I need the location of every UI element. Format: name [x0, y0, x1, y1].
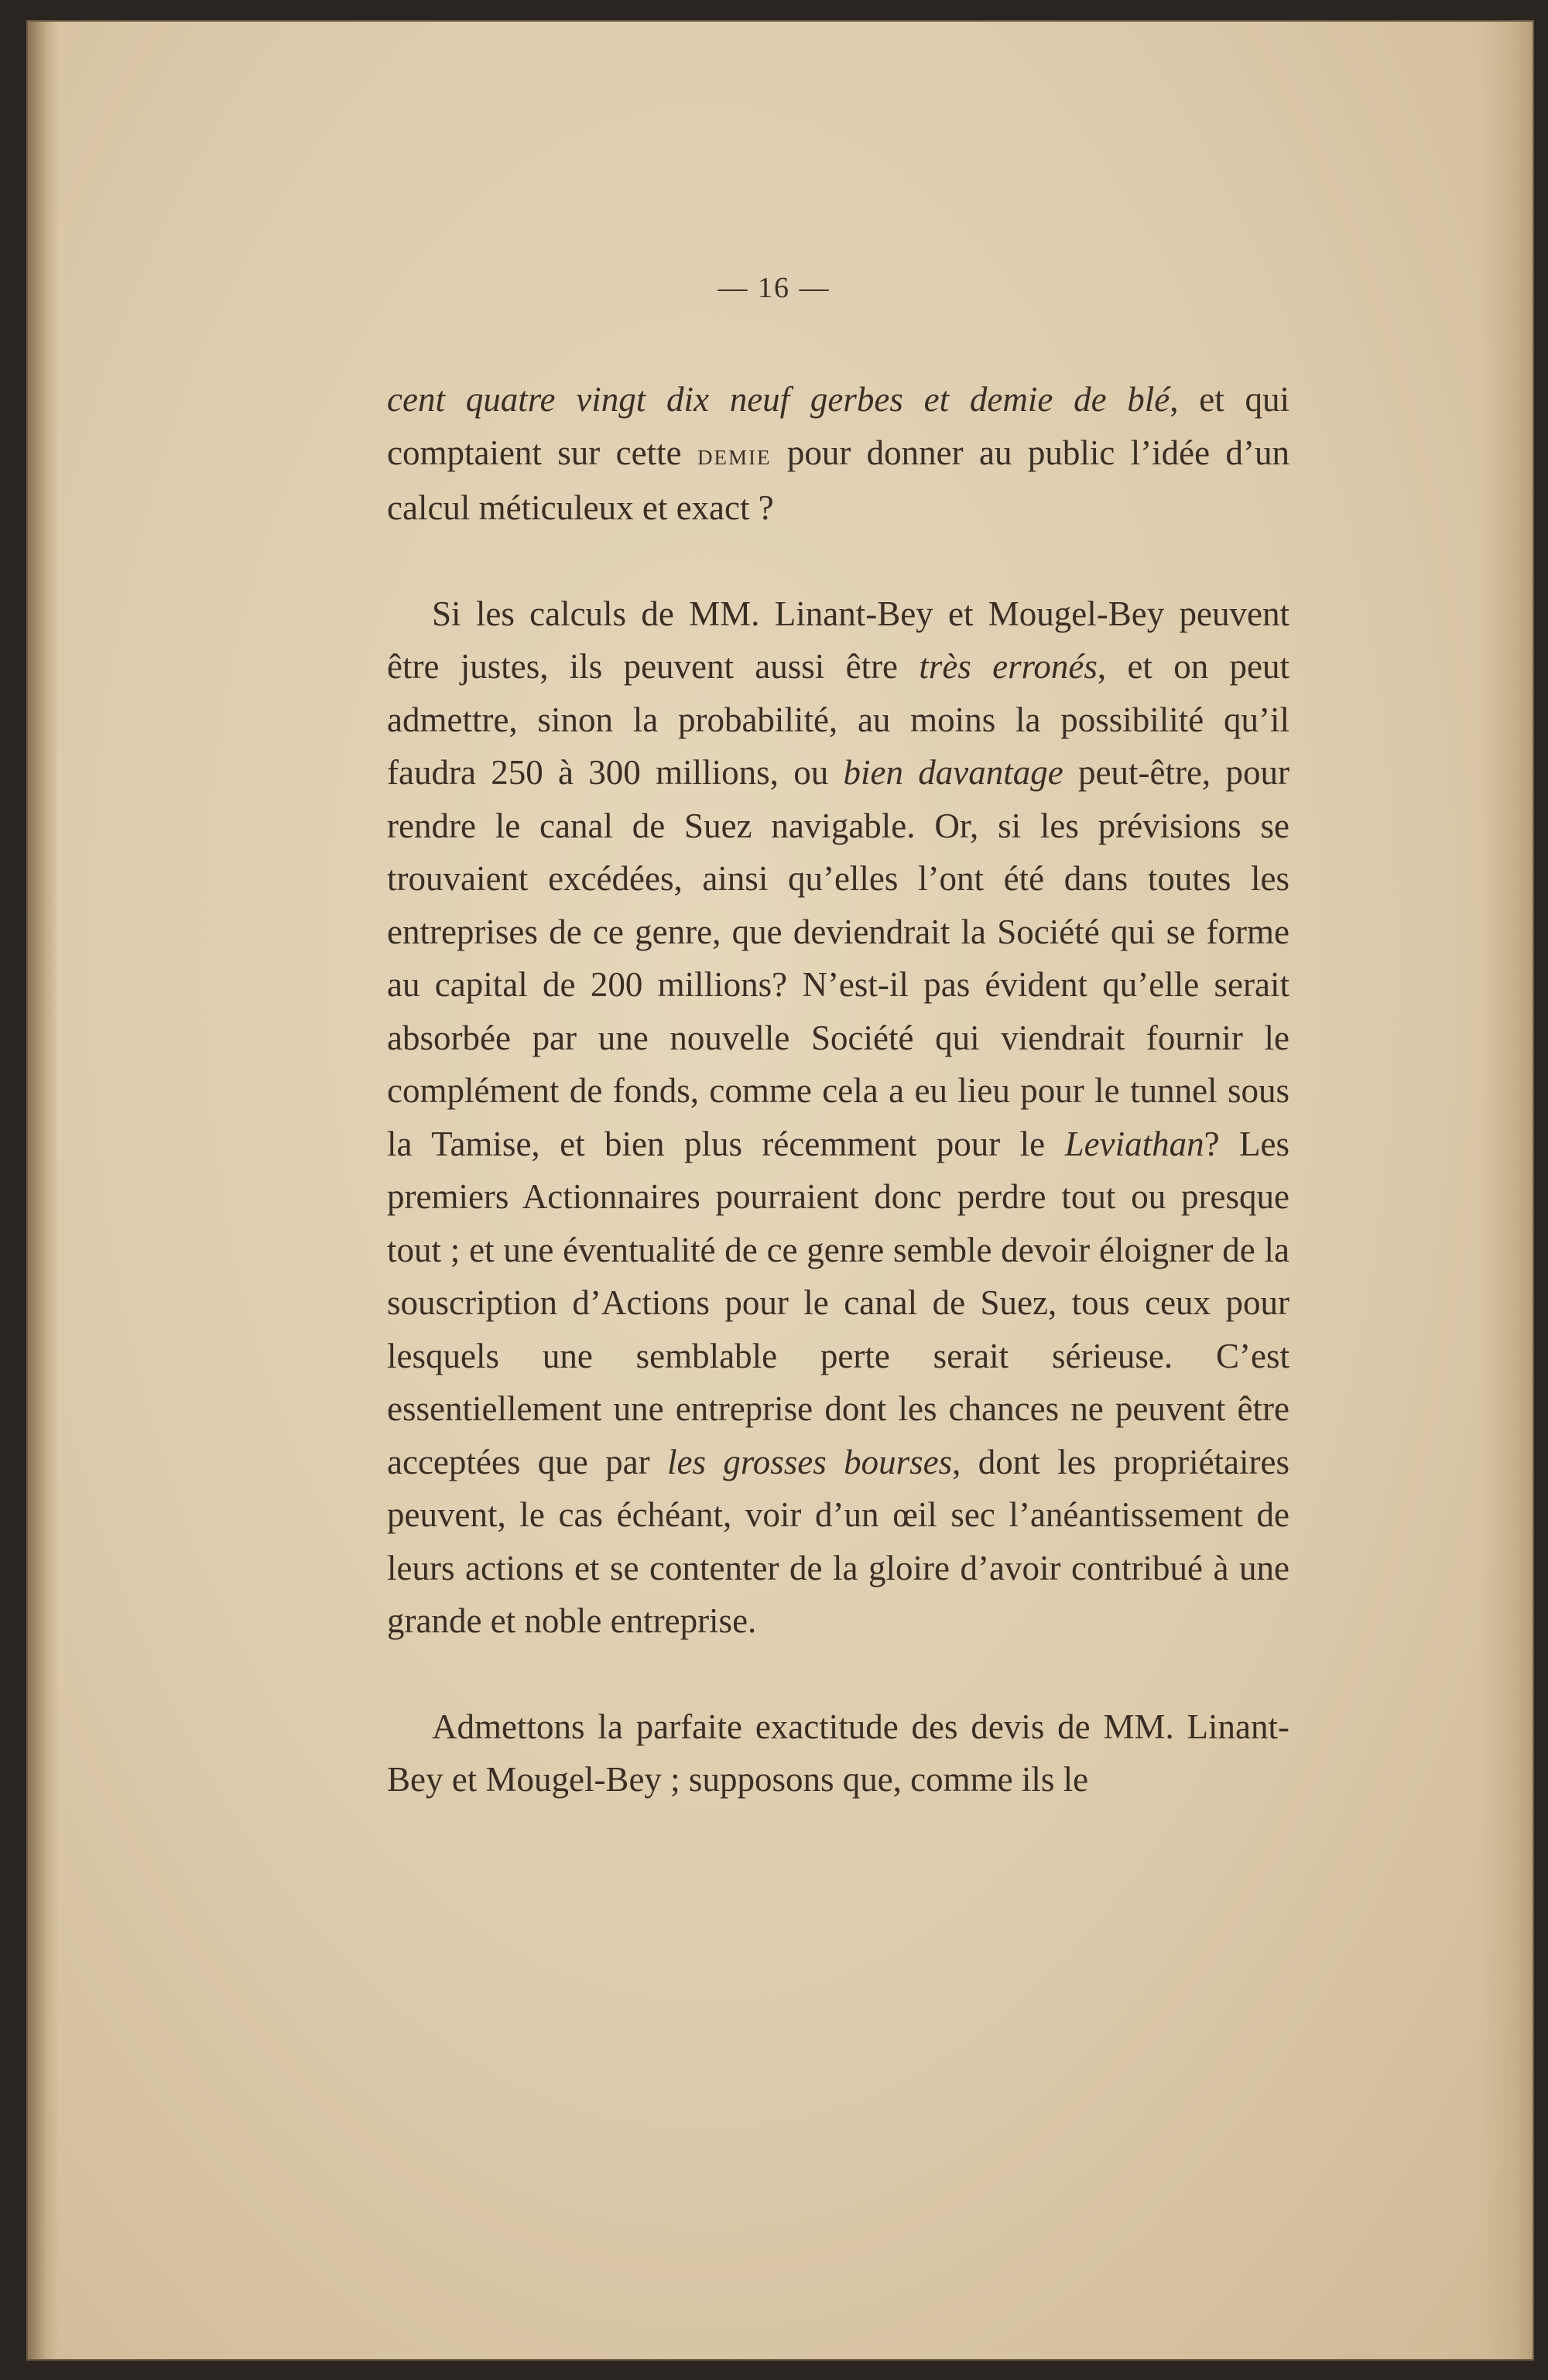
paragraph-calculs [387, 587, 1289, 1648]
paragraph-admettons [387, 1700, 1289, 1806]
smallcaps-word: demie [697, 438, 772, 471]
text-run: peut-être, pour rendre le canal de Suez navigable. Or, si les prévisions se trouvaient excédées, ainsi qu’elles l’ont été dans toutes les entreprises de ce genre, que deviendrait la Société qui se forme au capital de 200 millions? N’est-il pas évident qu’elle serait absorbée par une nouvelle Société qui viendrait fournir le complément de fonds, comme cela a eu lieu pour le tunnel sous la Tamise, et bien plus récemment pour le [387, 753, 1289, 1163]
italic-phrase: Leviathan [1064, 1124, 1204, 1163]
text-run: Si les calculs de MM. Linant-Bey et Mougel-Bey peuvent être justes, ils peuvent aussi être [387, 594, 1289, 686]
text-run: , et on peut admettre, sinon la probabilité, au moins la possibilité qu’il faudra 250 à 300 millions, ou [387, 647, 1289, 792]
italic-phrase: les grosses bourses [667, 1442, 953, 1481]
italic-phrase: bien davantage [843, 753, 1063, 792]
text-run: pour donner au public l’idée d’un calcul méticuleux et exact ? [387, 433, 1289, 527]
text-run: Admettons la parfaite exactitude des devis de MM. Linant-Bey et Mougel-Bey ; supposons que, comme ils le [387, 1707, 1289, 1799]
italic-phrase: cent quatre vingt dix neuf gerbes et demie de blé [387, 380, 1170, 419]
text-run: ? Les premiers Actionnaires pourraient donc perdre tout ou presque tout ; et une éventualité de ce genre semble devoir éloigner de la souscription d’Actions pour le canal de Suez, tous ceux pour lesquels une semblable perte serait sérieuse. C’est essentiellement une entreprise dont les chances ne peuvent être acceptées que par [387, 1124, 1289, 1481]
text-run: , dont les propriétaires peuvent, le cas échéant, voir d’un œil sec l’anéantissement de leurs actions et se contenter de la gloire d’avoir contribué à une grande et noble entreprise. [387, 1442, 1289, 1640]
paragraph-continuation [387, 373, 1289, 535]
text-run: , et qui comptaient sur cette [387, 380, 1289, 472]
italic-phrase: très erronés [919, 647, 1098, 686]
page-number: — 16 — [717, 272, 831, 304]
body-text [387, 373, 1289, 1806]
